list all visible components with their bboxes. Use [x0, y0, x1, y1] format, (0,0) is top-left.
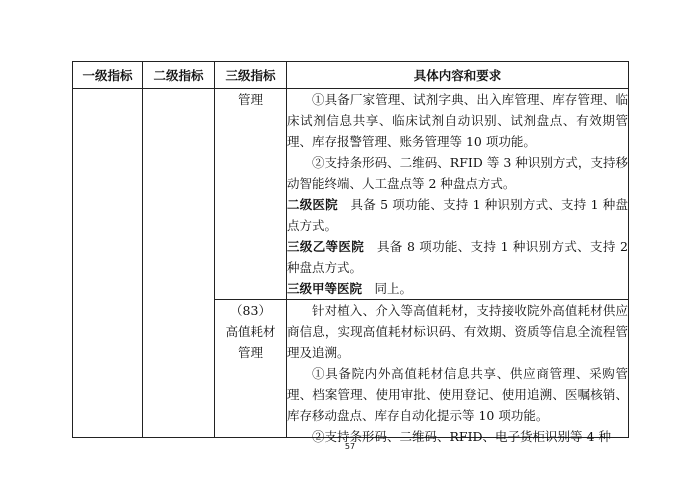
page-number: 57	[344, 442, 356, 451]
level2-cell	[143, 89, 215, 438]
requirement-paragraph: 针对植入、介入等高值耗材，支持接收院外高值耗材供应商信息，实现高值耗材标识码、有效期、资质等信息全流程管理及追溯。	[287, 303, 628, 360]
level3-number: （83）	[230, 303, 271, 318]
level3-label: 管理	[237, 345, 263, 360]
grade-text: 具备 8 项功能、支持 1 种识别方式、支持 2 种盘点方式。	[287, 239, 628, 275]
content-cell	[287, 300, 629, 444]
grade-label: 二级医院	[287, 197, 338, 212]
level1-cell	[73, 89, 143, 438]
indicator-table	[72, 61, 629, 444]
requirement-paragraph: ②支持条形码、二维码、RFID、电子货柜识别等 4 种	[312, 429, 611, 444]
requirement-paragraph: ②支持条形码、二维码、RFID 等 3 种识别方式，支持移动智能终端、人工盘点等 2 种盘点方式。	[287, 155, 628, 191]
header-level3: 三级指标	[215, 62, 287, 89]
level3-label: 管理	[237, 92, 263, 107]
header-level1: 一级指标	[73, 62, 143, 89]
header-content: 具体内容和要求	[287, 62, 629, 89]
header-level2: 二级指标	[143, 62, 215, 89]
grade-requirement	[287, 236, 628, 278]
grade-label: 三级乙等医院	[287, 239, 365, 254]
table-header-row	[73, 62, 629, 89]
requirement-paragraph: ①具备院内外高值耗材信息共享、供应商管理、采购管理、档案管理、使用审批、使用登记、使用追溯、医嘱核销、库存移动盘点、库存自动化提示等 10 项功能。	[287, 366, 628, 423]
content-cell	[287, 89, 629, 300]
grade-requirement	[287, 278, 628, 299]
grade-label: 三级甲等医院	[287, 281, 363, 296]
table-row	[73, 89, 629, 300]
grade-text: 具备 5 项功能、支持 1 种识别方式、支持 1 种盘点方式。	[287, 197, 628, 233]
grade-requirement	[287, 194, 628, 236]
level3-cell	[215, 89, 287, 300]
level3-label: 高值耗材	[225, 324, 276, 339]
grade-text: 同上。	[362, 281, 413, 296]
requirement-paragraph: ①具备厂家管理、试剂字典、出入库管理、库存管理、临床试剂信息共享、临床试剂自动识别、试剂盘点、有效期管理、库存报警管理、账务管理等 10 项功能。	[287, 92, 628, 149]
level3-cell	[215, 300, 287, 438]
